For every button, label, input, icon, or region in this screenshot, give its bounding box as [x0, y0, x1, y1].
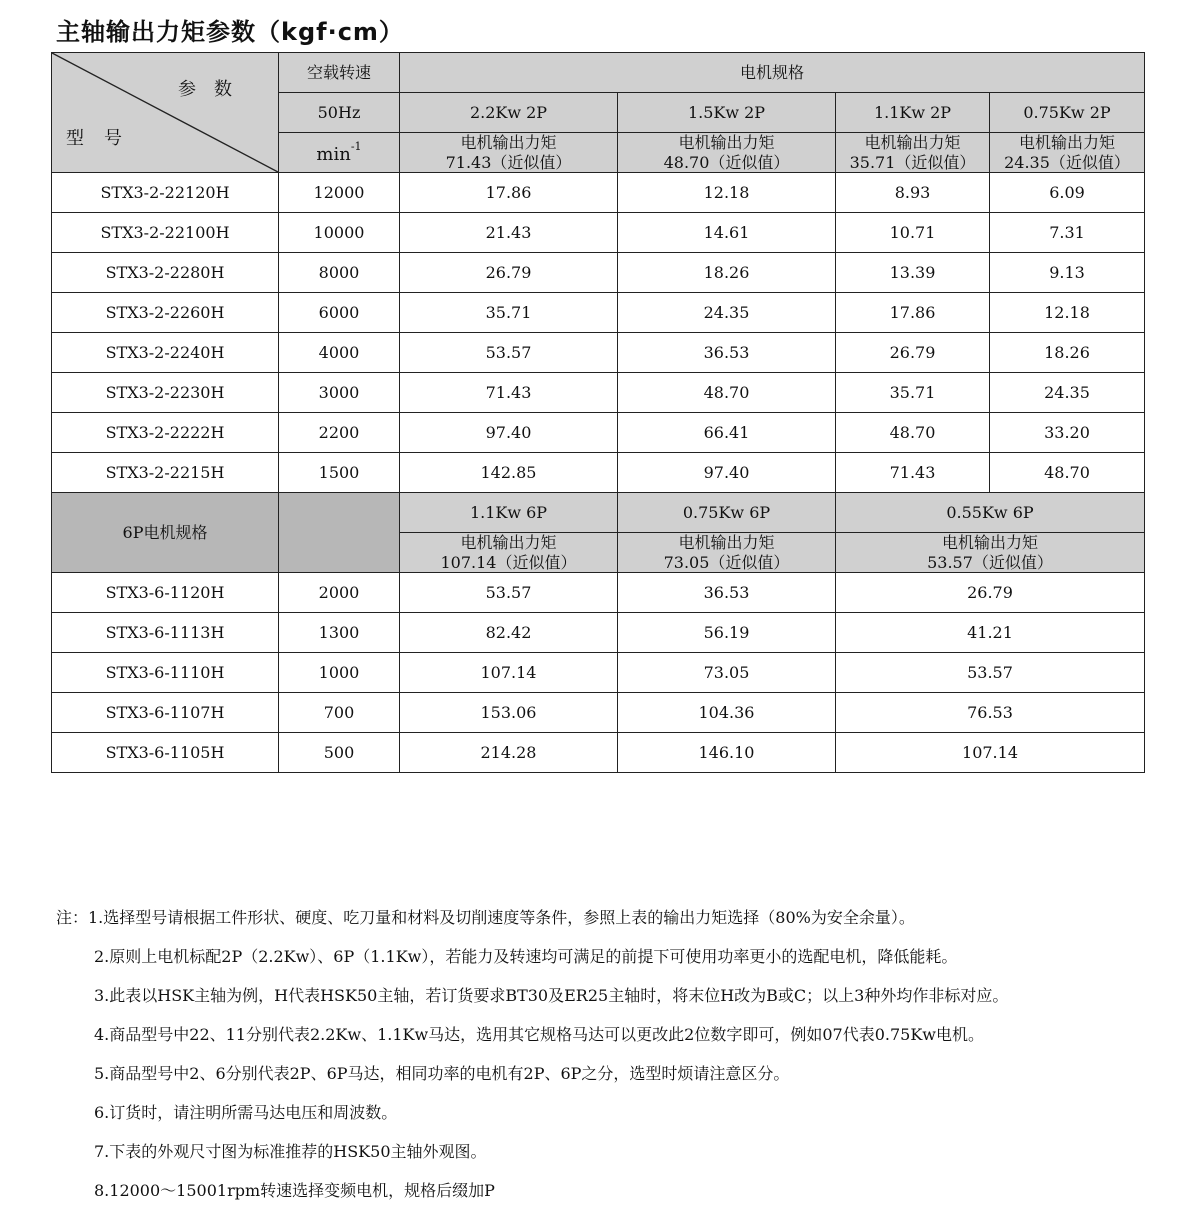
- model-cell: STX3-6-1105H: [52, 733, 279, 773]
- value-cell: 53.57: [836, 653, 1145, 693]
- torque-6p-header: [400, 533, 618, 573]
- value-cell: 53.57: [400, 573, 618, 613]
- speed-cell: 8000: [279, 253, 400, 293]
- note-item: 6.订货时，请注明所需马达电压和周波数。: [94, 1103, 398, 1122]
- value-cell: 26.79: [836, 573, 1145, 613]
- torque-label: 电机输出力矩: [678, 133, 775, 153]
- speed-cell: 2200: [279, 413, 400, 453]
- value-cell: 10.71: [836, 213, 990, 253]
- value-cell: 18.26: [618, 253, 836, 293]
- value-cell: 97.40: [618, 453, 836, 493]
- value-cell: 66.41: [618, 413, 836, 453]
- diagonal-line: [52, 53, 278, 172]
- motor-6p-header: 0.55Kw 6P: [836, 493, 1145, 533]
- torque-2p-header: [836, 133, 990, 173]
- value-cell: 53.57: [400, 333, 618, 373]
- model-cell: STX3-2-2222H: [52, 413, 279, 453]
- motor-2p-header: 0.75Kw 2P: [990, 93, 1145, 133]
- model-cell: STX3-6-1107H: [52, 693, 279, 733]
- value-cell: 142.85: [400, 453, 618, 493]
- value-cell: 18.26: [990, 333, 1145, 373]
- torque-value: 53.57（近似值）: [927, 552, 1053, 572]
- value-cell: 56.19: [618, 613, 836, 653]
- model-cell: STX3-6-1113H: [52, 613, 279, 653]
- speed-header: 空载转速: [279, 53, 400, 93]
- torque-6p-header: [618, 533, 836, 573]
- page-title: 主轴输出力矩参数（kgf·cm）: [56, 18, 404, 46]
- unit-base: min: [316, 143, 351, 165]
- value-cell: 146.10: [618, 733, 836, 773]
- param-label: 参数: [178, 79, 250, 100]
- note-item: 注：1.选择型号请根据工件形状、硬度、吃刀量和材料及切削速度等条件，参照上表的输出力矩选择（80%为安全余量）。: [56, 908, 915, 927]
- torque-value: 35.71（近似值）: [849, 152, 976, 172]
- value-cell: 12.18: [990, 293, 1145, 333]
- value-cell: 7.31: [990, 213, 1145, 253]
- value-cell: 104.36: [618, 693, 836, 733]
- motor-6p-header: 1.1Kw 6P: [400, 493, 618, 533]
- note-item: 7.下表的外观尺寸图为标准推荐的HSK50主轴外观图。: [94, 1142, 487, 1161]
- torque-label: 电机输出力矩: [942, 533, 1039, 553]
- value-cell: 17.86: [400, 173, 618, 213]
- model-cell: STX3-2-2280H: [52, 253, 279, 293]
- torque-2p-header: [400, 133, 618, 173]
- value-cell: 6.09: [990, 173, 1145, 213]
- model-label: 型号: [66, 128, 142, 150]
- model-cell: STX3-2-2230H: [52, 373, 279, 413]
- value-cell: 26.79: [836, 333, 990, 373]
- value-cell: 107.14: [400, 653, 618, 693]
- speed-cell: 1500: [279, 453, 400, 493]
- value-cell: 21.43: [400, 213, 618, 253]
- note-item: 4.商品型号中22、11分别代表2.2Kw、1.1Kw马达，选用其它规格马达可以更改此2位数字即可，例如07代表0.75Kw电机。: [94, 1025, 984, 1044]
- value-cell: 97.40: [400, 413, 618, 453]
- model-cell: STX3-6-1120H: [52, 573, 279, 613]
- unit-header: [279, 133, 400, 173]
- freq-header: 50Hz: [279, 93, 400, 133]
- value-cell: 9.13: [990, 253, 1145, 293]
- note-item: 5.商品型号中2、6分别代表2P、6P马达，相同功率的电机有2P、6P之分，选型时烦请注意区分。: [94, 1064, 790, 1083]
- torque-value: 71.43（近似值）: [445, 152, 572, 172]
- value-cell: 8.93: [836, 173, 990, 213]
- model-cell: STX3-2-2260H: [52, 293, 279, 333]
- value-cell: 13.39: [836, 253, 990, 293]
- torque-value: 107.14（近似值）: [440, 552, 577, 572]
- value-cell: 33.20: [990, 413, 1145, 453]
- value-cell: 36.53: [618, 333, 836, 373]
- motor-2p-header: 2.2Kw 2P: [400, 93, 618, 133]
- speed-cell: 2000: [279, 573, 400, 613]
- unit-exponent: -1: [350, 139, 362, 153]
- model-cell: STX3-6-1110H: [52, 653, 279, 693]
- speed-cell: 500: [279, 733, 400, 773]
- torque-value: 48.70（近似值）: [663, 152, 790, 172]
- value-cell: 24.35: [990, 373, 1145, 413]
- value-cell: 107.14: [836, 733, 1145, 773]
- speed-cell: 700: [279, 693, 400, 733]
- model-cell: STX3-2-22120H: [52, 173, 279, 213]
- value-cell: 12.18: [618, 173, 836, 213]
- motor-2p-header: 1.5Kw 2P: [618, 93, 836, 133]
- note-item: 2.原则上电机标配2P（2.2Kw）、6P（1.1Kw），若能力及转速均可满足的前提下可使用功率更小的选配电机，降低能耗。: [94, 947, 958, 966]
- motor-2p-header: 1.1Kw 2P: [836, 93, 990, 133]
- torque-2p-header: [990, 133, 1145, 173]
- speed-cell: 3000: [279, 373, 400, 413]
- speed-cell: 12000: [279, 173, 400, 213]
- value-cell: 26.79: [400, 253, 618, 293]
- 6p-speed-blank: [279, 493, 400, 573]
- value-cell: 35.71: [836, 373, 990, 413]
- value-cell: 14.61: [618, 213, 836, 253]
- value-cell: 71.43: [400, 373, 618, 413]
- value-cell: 17.86: [836, 293, 990, 333]
- note-item: 8.12000～15001rpm转速选择变频电机，规格后缀加P: [94, 1181, 495, 1200]
- speed-cell: 1000: [279, 653, 400, 693]
- value-cell: 36.53: [618, 573, 836, 613]
- value-cell: 35.71: [400, 293, 618, 333]
- model-cell: STX3-2-2240H: [52, 333, 279, 373]
- motor-spec-header: 电机规格: [400, 53, 1145, 93]
- diagonal-header-cell: [52, 53, 279, 173]
- value-cell: 48.70: [836, 413, 990, 453]
- motor-6p-header: 0.75Kw 6P: [618, 493, 836, 533]
- torque-2p-header: [618, 133, 836, 173]
- model-cell: STX3-2-22100H: [52, 213, 279, 253]
- torque-label: 电机输出力矩: [460, 533, 557, 553]
- value-cell: 82.42: [400, 613, 618, 653]
- value-cell: 214.28: [400, 733, 618, 773]
- note-item: 3.此表以HSK主轴为例，H代表HSK50主轴，若订货要求BT30及ER25主轴时，将末位H改为B或C；以上3种外均作非标对应。: [94, 986, 1009, 1005]
- speed-cell: 4000: [279, 333, 400, 373]
- value-cell: 24.35: [618, 293, 836, 333]
- torque-value: 73.05（近似值）: [663, 552, 790, 572]
- notes-section: [56, 898, 1176, 1210]
- value-cell: 48.70: [618, 373, 836, 413]
- value-cell: 48.70: [990, 453, 1145, 493]
- speed-cell: 6000: [279, 293, 400, 333]
- value-cell: 153.06: [400, 693, 618, 733]
- torque-label: 电机输出力矩: [864, 133, 961, 153]
- torque-label: 电机输出力矩: [1019, 133, 1116, 153]
- speed-cell: 10000: [279, 213, 400, 253]
- torque-label: 电机输出力矩: [460, 133, 557, 153]
- value-cell: 41.21: [836, 613, 1145, 653]
- model-cell: STX3-2-2215H: [52, 453, 279, 493]
- torque-table: [51, 52, 1145, 773]
- torque-value: 24.35（近似值）: [1004, 152, 1130, 172]
- torque-6p-header: [836, 533, 1145, 573]
- 6p-spec-header: 6P电机规格: [52, 493, 279, 573]
- value-cell: 73.05: [618, 653, 836, 693]
- torque-label: 电机输出力矩: [678, 533, 775, 553]
- value-cell: 71.43: [836, 453, 990, 493]
- speed-cell: 1300: [279, 613, 400, 653]
- value-cell: 76.53: [836, 693, 1145, 733]
